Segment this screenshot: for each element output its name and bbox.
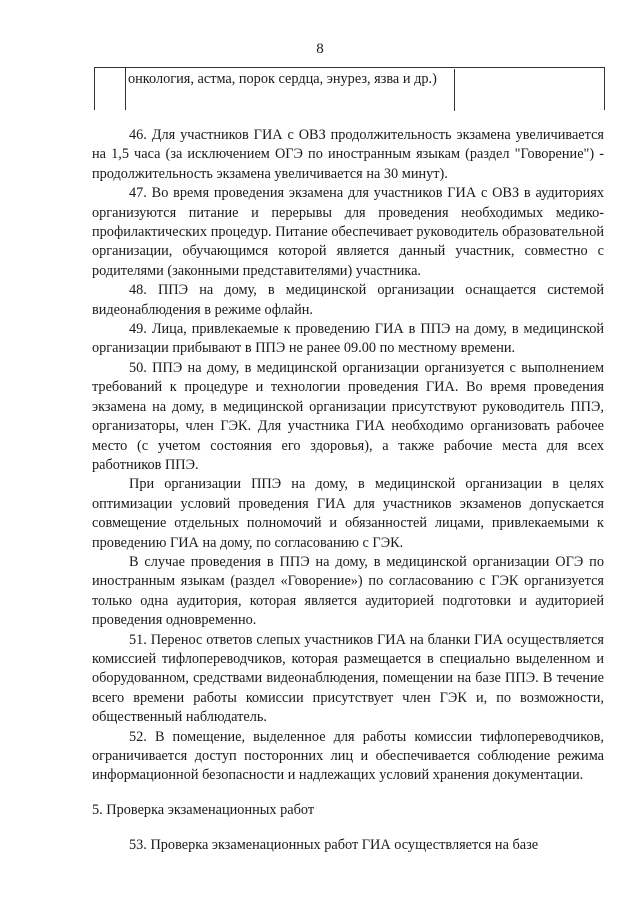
table-cell-number <box>95 68 126 110</box>
page-number: 8 <box>316 41 324 57</box>
paragraph-50: 50. ППЭ на дому, в медицинской организации организуется с выполнением требований к процедуре и технологии проведения ГИА. Во время проведения экзамена на дому, в медицинской организации присутствуют руководитель ППЭ, организаторы, член ГЭК. Для участника ГИА необходимо организовать рабочее место (с учетом состояния его здоровья), а также рабочие места для всех работников ППЭ. <box>92 359 604 473</box>
table-fragment <box>94 67 605 110</box>
paragraph-50-part-3: В случае проведения в ППЭ на дому, в медицинской организации ОГЭ по иностранным языкам (раздел «Говорение») по согласованию с ГЭК организуется только одна аудитория, которая является аудиторией подготовки и аудиторией проведения одновременно. <box>92 553 604 629</box>
paragraph-47: 47. Во время проведения экзамена для участников ГИА с ОВЗ в аудиториях организуются питание и перерывы для проведения необходимых медико-профилактических процедур. Питание обеспечивает руководитель образовательной организации, обучающимся которой является данный участник, совместно с родителями (законными представителями) участника. <box>92 185 604 279</box>
paragraph-52: 52. В помещение, выделенное для работы комиссии тифлопереводчиков, ограничивается доступ посторонних лиц и обеспечивается соблюдение режима информационной безопасности и надлежащих условий хранения документации. <box>92 728 604 784</box>
table-cell-text: онкология, астма, порок сердца, энурез, язва и др.) <box>126 69 455 111</box>
document-body <box>92 126 604 856</box>
paragraph-48: 48. ППЭ на дому, в медицинской организации оснащается системой видеонаблюдения в режиме офлайн. <box>92 282 604 318</box>
section-heading: 5. Проверка экзаменационных работ <box>92 801 315 818</box>
paragraph-50-part-2: При организации ППЭ на дому, в медицинской организации в целях оптимизации условий проведения ГИА для участников экзаменов допускается совмещение отдельных полномочий и обязанностей лицами, привлекаемыми к проведению ГИА на дому, по согласованию с ГЭК. <box>92 476 604 551</box>
table-cell-empty <box>455 68 604 110</box>
paragraph-53: 53. Проверка экзаменационных работ ГИА осуществляется на базе <box>129 837 539 854</box>
paragraph-49: 49. Лица, привлекаемые к проведению ГИА в ППЭ на дому, в медицинской организации прибывают в ППЭ не ранее 09.00 по местному времени. <box>92 321 604 357</box>
paragraph-51: 51. Перенос ответов слепых участников ГИА на бланки ГИА осуществляется комиссией тифлопереводчиков, которая размещается в специально выделенном и оборудованном, средствами видеонаблюдения, помещении на базе ППЭ. В течение всего времени работы комиссии присутствует член ГЭК и, по возможности, общественный наблюдатель. <box>92 631 604 726</box>
paragraph-46: 46. Для участников ГИА с ОВЗ продолжительность экзамена увеличивается на 1,5 часа (за исключением ОГЭ по иностранным языкам (раздел "Говорение") - продолжительность экзамена увеличивается на 30 минут). <box>92 127 604 182</box>
